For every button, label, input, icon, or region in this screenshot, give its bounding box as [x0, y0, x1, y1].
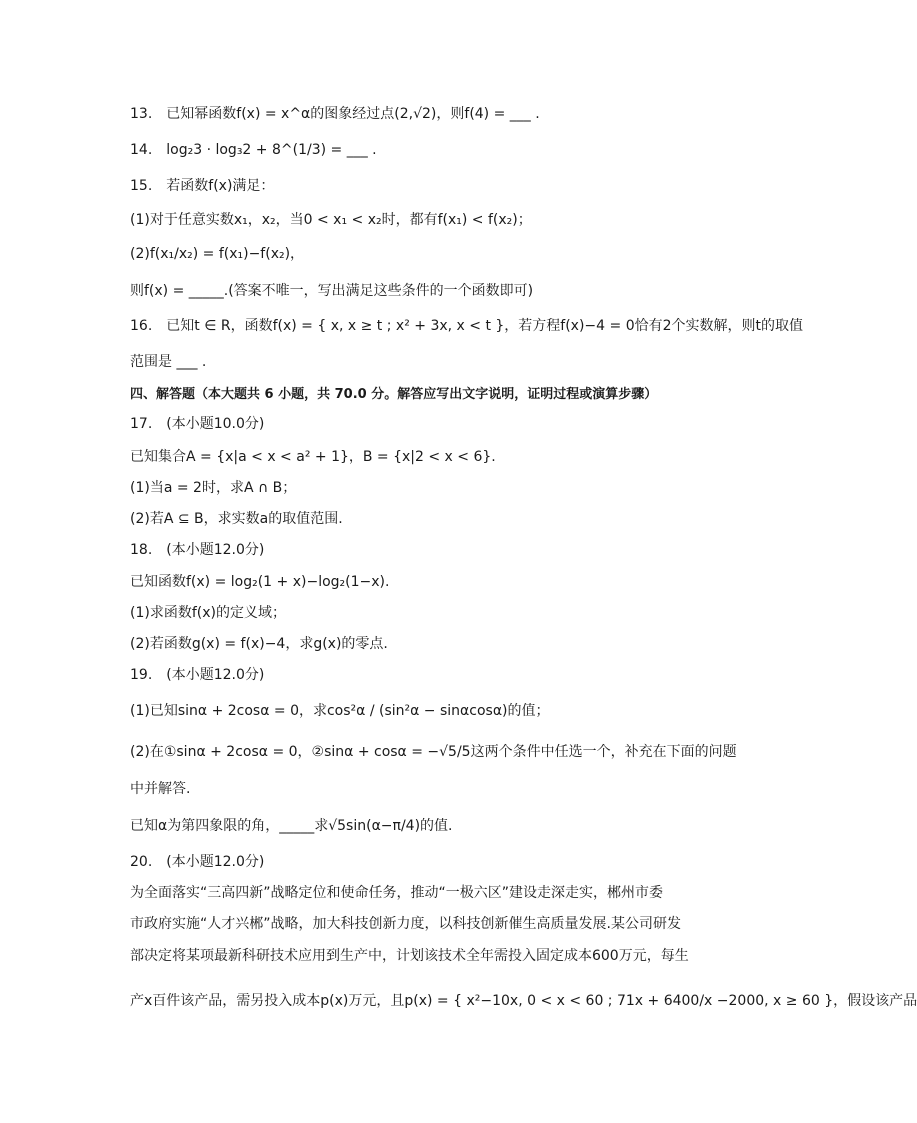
question-15-condition-1: (1)对于任意实数x₁，x₂，当0 < x₁ < x₂时，都有f(x₁) < f(x₂)； [130, 212, 532, 228]
question-16: 16. 已知t ∈ R，函数f(x) = { x, x ≥ t ; x² + 3x, x < t }，若方程f(x)−4 = 0恰有2个实数解，则t的取值 [130, 318, 804, 334]
question-18-stem: 已知函数f(x) = log₂(1 + x)−log₂(1−x). [130, 574, 390, 590]
question-17-part-2: (2)若A ⊆ B，求实数a的取值范围. [130, 511, 343, 527]
question-20-line-3: 部决定将某项最新科研技术应用到生产中，计划该技术全年需投入固定成本600万元，每生 [130, 948, 689, 964]
question-16-cont: 范围是 ___ . [130, 354, 207, 370]
question-15-condition-2: (2)f(x₁/x₂) = f(x₁)−f(x₂)， [130, 246, 305, 262]
question-19-part-3: 已知α为第四象限的角，_____求√5sin(α−π/4)的值. [130, 818, 453, 834]
question-19-part-2-cont: 中并解答. [130, 781, 191, 797]
question-17-part-1: (1)当a = 2时，求A ∩ B； [130, 480, 297, 496]
question-17-title: 17. (本小题10.0分) [130, 416, 265, 432]
question-17-stem: 已知集合A = {x|a < x < a² + 1}，B = {x|2 < x < 6}. [130, 449, 496, 465]
question-18-part-1: (1)求函数f(x)的定义域； [130, 605, 286, 621]
question-19-part-2: (2)在①sinα + 2cosα = 0，②sinα + cosα = −√5/5这两个条件中任选一个，补充在下面的问题 [130, 744, 737, 760]
question-19-title: 19. (本小题12.0分) [130, 667, 265, 683]
question-20-line-4: 产x百件该产品，需另投入成本p(x)万元，且p(x) = { x²−10x, 0 < x < 60 ; 71x + 6400/x −2000, x ≥ 60 }，假设该产品 [130, 993, 917, 1009]
question-15: 15. 若函数f(x)满足： [130, 178, 275, 194]
question-20-line-1: 为全面落实“三高四新”战略定位和使命任务，推动“一极六区”建设走深走实，郴州市委 [130, 885, 664, 901]
section-heading: 四、解答题（本大题共 6 小题，共 70.0 分。解答应写出文字说明，证明过程或演算步骤） [130, 387, 658, 402]
question-13: 13. 已知幂函数f(x) = x^α的图象经过点(2,√2)，则f(4) = ___ . [130, 106, 540, 122]
question-20-title: 20. (本小题12.0分) [130, 854, 265, 870]
question-18-title: 18. (本小题12.0分) [130, 542, 265, 558]
question-14: 14. log₂3 · log₃2 + 8^(1/3) = ___ . [130, 142, 377, 158]
question-20-line-2: 市政府实施“人才兴郴”战略，加大科技创新力度，以科技创新催生高质量发展.某公司研发 [130, 916, 681, 932]
question-18-part-2: (2)若函数g(x) = f(x)−4，求g(x)的零点. [130, 636, 388, 652]
question-15-answer: 则f(x) = _____.(答案不唯一，写出满足这些条件的一个函数即可) [130, 283, 534, 299]
question-19-part-1: (1)已知sinα + 2cosα = 0，求cos²α / (sin²α − sinαcosα)的值； [130, 703, 550, 719]
